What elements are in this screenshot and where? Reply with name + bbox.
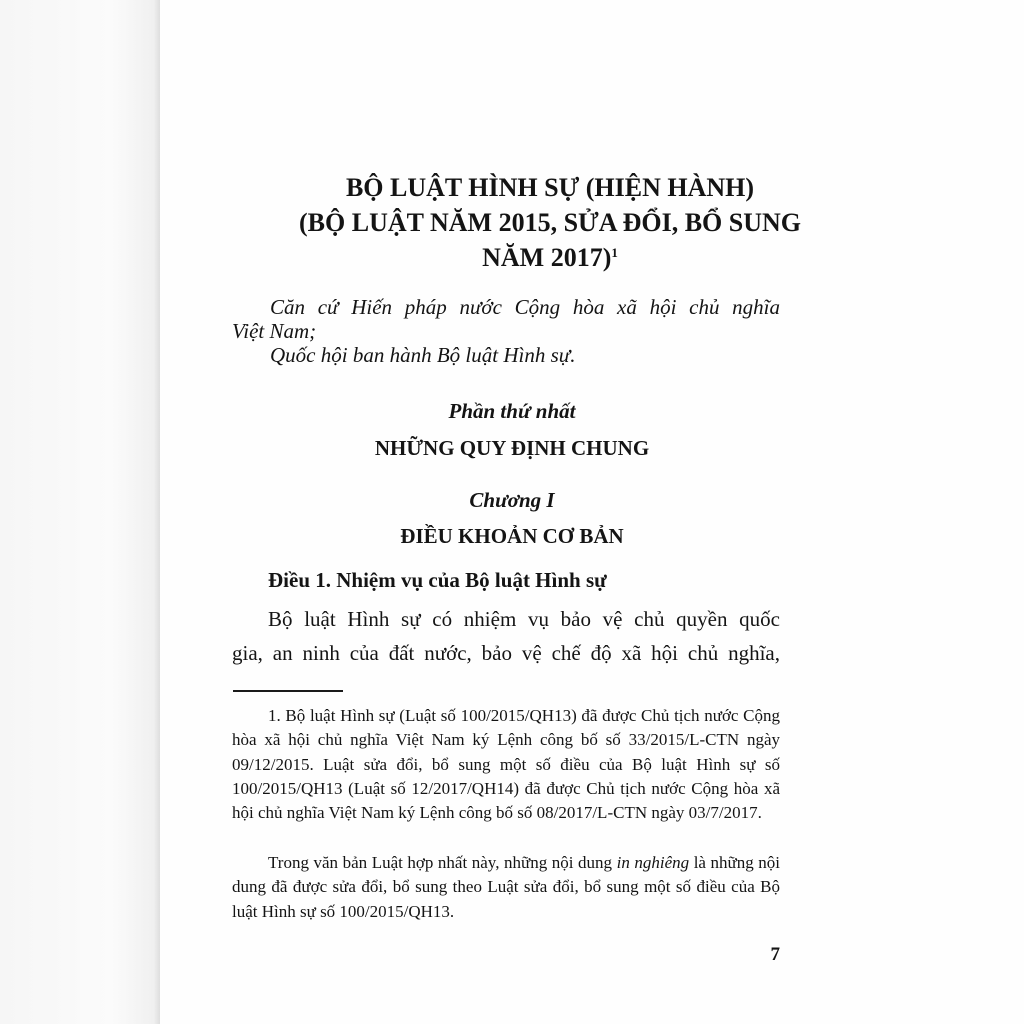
- chapter-title: ĐIỀU KHOẢN CƠ BẢN: [400, 524, 624, 548]
- title-line-1: BỘ LUẬT HÌNH SỰ (HIỆN HÀNH): [345, 173, 755, 202]
- title-line-2: (BỘ LUẬT NĂM 2015, SỬA ĐỔI, BỔ SUNG: [299, 208, 801, 237]
- footnote-2-text-after: là những nội dung đã được sửa đổi, bổ sung theo Luật sửa đổi, bổ sung một số điều của Bộ luật Hình sự số 100/2015/QH13.: [232, 853, 780, 921]
- preamble-line-2: Việt Nam;: [232, 319, 317, 343]
- footnote-2-text-before: Trong văn bản Luật hợp nhất này, những nội dung: [268, 853, 617, 872]
- part-title: NHỮNG QUY ĐỊNH CHUNG: [374, 436, 650, 460]
- footnote-divider: [233, 690, 343, 692]
- footnote-2-italic-text: in nghiêng: [616, 853, 690, 872]
- footnote-2: [232, 851, 780, 924]
- preamble-line-1: Căn cứ Hiến pháp nước Cộng hòa xã hội chủ nghĩa: [270, 295, 780, 319]
- footnote-2-paragraph: [232, 851, 780, 924]
- article-body-line-2: gia, an ninh của đất nước, bảo vệ chế độ xã hội chủ nghĩa,: [232, 641, 780, 665]
- footnote-1-text: 1. Bộ luật Hình sự (Luật số 100/2015/QH13) đã được Chủ tịch nước Cộng hòa xã hội chủ nghĩa Việt Nam ký Lệnh công bố số 33/2015/L-CTN ngày 09/12/2015. Luật sửa đổi, bổ sung một số điều của Bộ luật Hình sự số 100/2015/QH13 (Luật số 12/2017/QH14) đã được Chủ tịch nước Cộng hòa xã hội chủ nghĩa Việt Nam ký Lệnh công bố số 08/2017/L-CTN ngày 03/7/2017.: [232, 706, 780, 823]
- part-label: Phần thứ nhất: [448, 399, 576, 423]
- preamble-line-3: Quốc hội ban hành Bộ luật Hình sự.: [270, 343, 576, 367]
- article-body-line-1: Bộ luật Hình sự có nhiệm vụ bảo vệ chủ quyền quốc: [268, 607, 780, 631]
- footnote-marker: 1: [611, 245, 618, 260]
- book-gutter: [0, 0, 160, 1024]
- title-line-3: [230, 240, 870, 275]
- chapter-label: Chương I: [469, 488, 555, 512]
- page-number: 7: [770, 944, 780, 965]
- article-title: Điều 1. Nhiệm vụ của Bộ luật Hình sự: [268, 568, 607, 592]
- document-title: [230, 170, 870, 275]
- title-line-3-text: NĂM 2017): [482, 243, 612, 272]
- footnote-1: [232, 704, 780, 825]
